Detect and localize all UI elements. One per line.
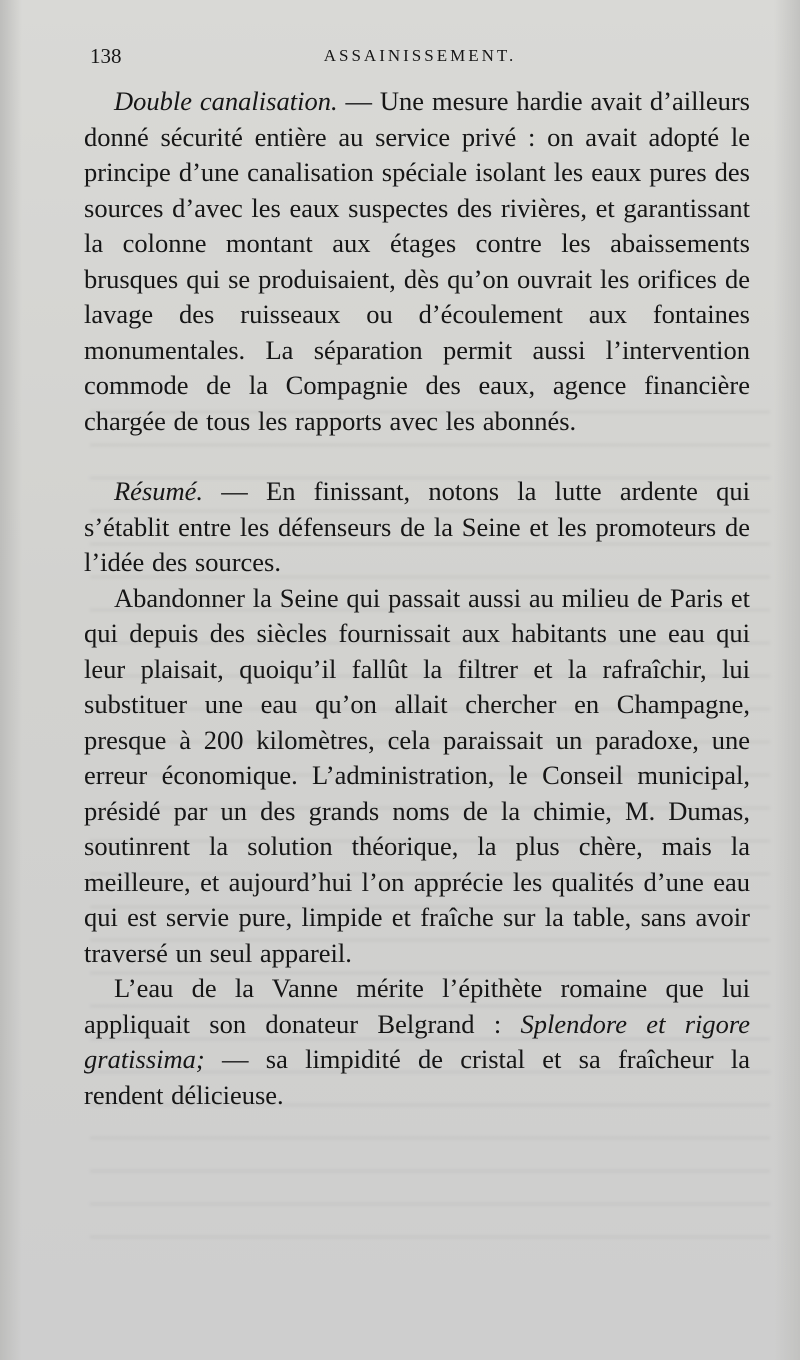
latin-quote: Splendore et rigore gratissima; [84,1008,750,1074]
paragraph-lead-double-canalisation: Double canalisation. [114,86,338,116]
body-text [84,84,750,1113]
paragraph-double-canalisation [84,84,750,439]
paragraph-text-vanne: L’eau de la Vanne mérite l’épithète romaine que lui appliquait son donateur Belgrand : [84,973,750,1039]
running-title: ASSAINISSEMENT. [323,46,517,65]
page-edge-shadow-right [774,0,800,1360]
paragraph-resume [84,474,750,581]
paragraph-lead-resume: Résumé. [114,476,204,506]
paragraph-abandonner-la-seine [84,581,750,972]
running-head [90,44,750,74]
paragraph-text-abandonner: Abandonner la Seine qui passait aussi au milieu de Paris et qui depuis des siècles fournissait aux habitants une eau qui leur plaisait, quoiqu’il fallût la filtrer et la rafraîchir, lui substituer une eau qu’on allait chercher en Champagne, presque à 200 kilomètres, cela paraissait un paradoxe, une erreur économique. L’administration, le Conseil municipal, présidé par un des grands noms de la chimie, M. Dumas, soutinrent la solution théorique, la plus chère, mais la meilleure, et aujourd’hui l’on apprécie les qualités d’une eau qui est servie pure, limpide et fraîche sur la table, sans avoir traversé un seul appareil. [84,582,750,968]
paragraph-text-double-canalisation: — Une mesure hardie avait d’ailleurs donné sécurité entière au service privé : on avait adopté le principe d’une canalisation spéciale isolant les eaux pures des sources d’avec les eaux suspectes des rivières, et garantissant la colonne montant aux étages contre les abaissements brusques qui se produisaient, dès qu’on ouvrait les orifices de lavage des ruisseaux ou d’écoulement aux fontaines monumentales. La séparation permit aussi l’intervention commode de la Compagnie des eaux, agence financière chargée de tous les rapports avec les abonnés. [84,86,750,436]
page-number: 138 [90,44,122,68]
paragraph-text-vanne-end: — sa limpidité de cristal et sa fraîcheur la rendent délicieuse. [84,1044,750,1110]
page-edge-shadow-left [0,0,22,1360]
paragraph-eau-de-la-vanne [84,971,750,1113]
paragraph-text-resume: — En finissant, notons la lutte ardente qui s’établit entre les défenseurs de la Seine et les promoteurs de l’idée des sources. [84,476,750,577]
